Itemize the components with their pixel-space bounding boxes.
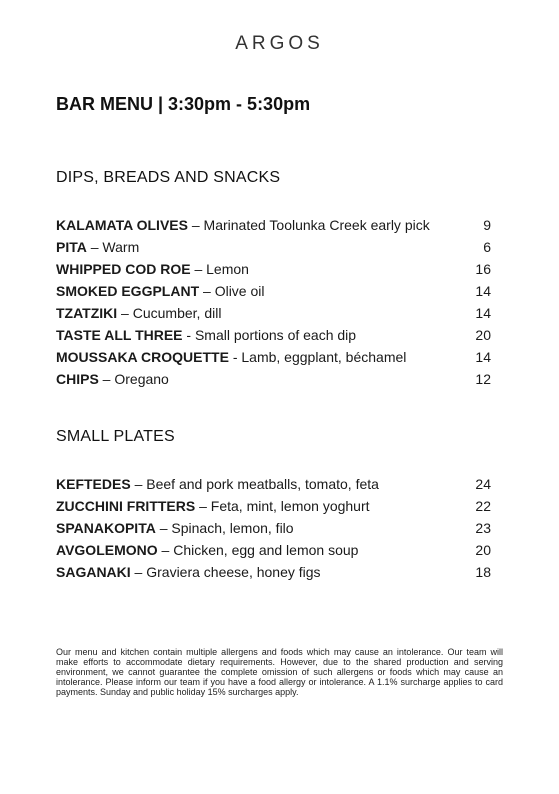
item-text	[56, 324, 356, 346]
item-description: – Feta, mint, lemon yoghurt	[195, 498, 370, 514]
item-text	[56, 214, 430, 236]
menu-item	[56, 302, 491, 324]
page-title: BAR MENU | 3:30pm - 5:30pm	[56, 94, 311, 114]
section-heading-small-plates: SMALL PLATES	[56, 428, 175, 445]
item-name: SMOKED EGGPLANT	[56, 283, 200, 299]
item-price: 14	[475, 349, 491, 365]
item-description: - Lamb, eggplant, béchamel	[228, 349, 407, 365]
item-description: – Lemon	[190, 261, 249, 277]
menu-item	[56, 517, 491, 539]
item-name: ZUCCHINI FRITTERS	[56, 498, 196, 514]
item-name: WHIPPED COD ROE	[56, 261, 191, 277]
menu-list-dips	[56, 214, 491, 390]
item-price: 22	[475, 498, 491, 514]
item-description: – Marinated Toolunka Creek early pick	[187, 217, 430, 233]
menu-item	[56, 561, 491, 583]
item-text	[56, 539, 358, 561]
item-name: TZATZIKI	[56, 305, 118, 321]
item-name: SPANAKOPITA	[56, 520, 156, 536]
item-price: 20	[475, 542, 491, 558]
item-name: AVGOLEMONO	[56, 542, 158, 558]
item-price: 18	[475, 564, 491, 580]
item-name: SAGANAKI	[56, 564, 131, 580]
item-price: 20	[475, 327, 491, 343]
item-text	[56, 561, 321, 583]
item-price: 23	[475, 520, 491, 536]
menu-item	[56, 280, 491, 302]
item-description: – Beef and pork meatballs, tomato, feta	[130, 476, 379, 492]
item-description: – Oregano	[98, 371, 169, 387]
menu-item	[56, 346, 491, 368]
item-price: 6	[483, 239, 491, 255]
menu-item	[56, 324, 491, 346]
item-price: 12	[475, 371, 491, 387]
menu-item	[56, 236, 491, 258]
brand-logo: ARGOS	[235, 33, 324, 54]
menu-item	[56, 473, 491, 495]
item-description: - Small portions of each dip	[182, 327, 357, 343]
item-text	[56, 280, 264, 302]
item-text	[56, 473, 379, 495]
item-price: 9	[483, 217, 491, 233]
menu-list-small-plates	[56, 473, 491, 583]
item-description: – Chicken, egg and lemon soup	[157, 542, 359, 558]
menu-item	[56, 539, 491, 561]
item-name: PITA	[56, 239, 87, 255]
item-name: KALAMATA OLIVES	[56, 217, 188, 233]
item-name: KEFTEDES	[56, 476, 131, 492]
item-price: 14	[475, 305, 491, 321]
item-text	[56, 346, 406, 368]
allergen-disclaimer: Our menu and kitchen contain multiple allergens and foods which may cause an intolerance. Our team will make efforts to accommodate dietary requirements. However, due to the shared production and serving environment, we cannot guarantee the complete omission of such allergens or foods which may cause an intolerance. Please inform our team if you have a food allergy or intolerance. A 1.1% surcharge applies to card payments. Sunday and public holiday 15% surcharges apply.	[56, 647, 503, 697]
item-text	[56, 368, 169, 390]
item-price: 14	[475, 283, 491, 299]
item-description: – Spinach, lemon, filo	[155, 520, 294, 536]
item-text	[56, 236, 139, 258]
item-text	[56, 517, 294, 539]
item-text	[56, 495, 370, 517]
item-name: TASTE ALL THREE	[56, 327, 183, 343]
item-description: – Cucumber, dill	[117, 305, 222, 321]
item-name: CHIPS	[56, 371, 99, 387]
item-text	[56, 302, 221, 324]
item-price: 24	[475, 476, 491, 492]
item-name: MOUSSAKA CROQUETTE	[56, 349, 229, 365]
menu-item	[56, 258, 491, 280]
item-price: 16	[475, 261, 491, 277]
menu-item	[56, 214, 491, 236]
item-description: – Warm	[86, 239, 140, 255]
section-heading-dips: DIPS, BREADS AND SNACKS	[56, 169, 281, 186]
item-description: – Graviera cheese, honey figs	[130, 564, 321, 580]
menu-item	[56, 495, 491, 517]
item-text	[56, 258, 249, 280]
item-description: – Olive oil	[199, 283, 265, 299]
menu-item	[56, 368, 491, 390]
